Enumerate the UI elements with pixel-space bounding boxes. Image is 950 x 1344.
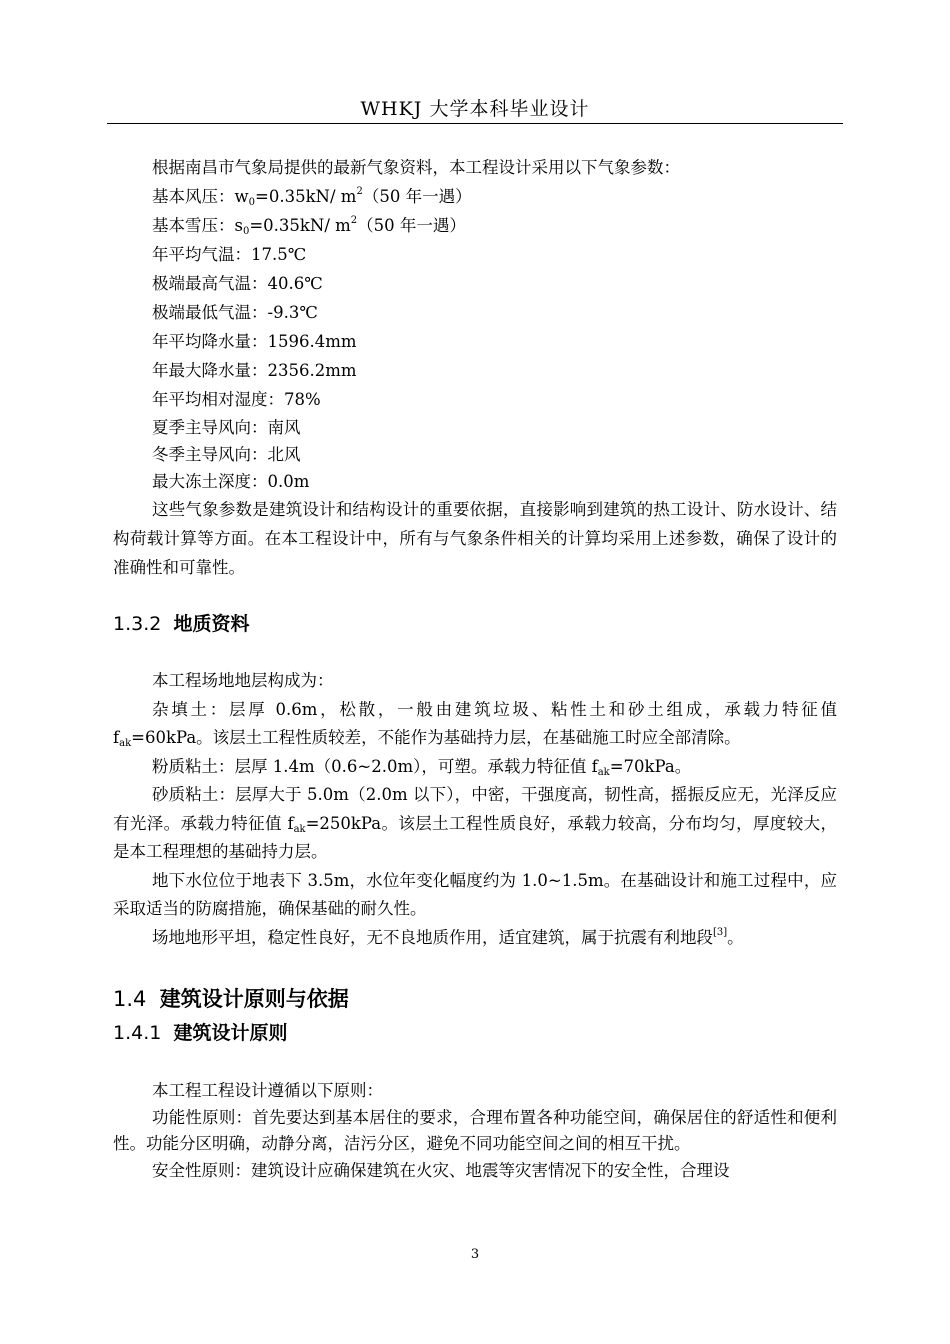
- principle-function: 功能性原则：首先要达到基本居住的要求，合理布置各种功能空间，确保居住的舒适性和便利性。功能分区明确，动静分离，洁污分区，避免不同功能空间之间的相互干扰。: [113, 1107, 837, 1153]
- geology-fill-layer: 杂填土：层厚 0.6m，松散，一般由建筑垃圾、粘性土和砂土组成，承载力特征值 $f_{ak}=60kPa$。该层土工程性质较差，不能作为基础持力层，在基础施工时应全部清除。: [113, 699, 837, 749]
- page-content: [113, 153, 837, 1184]
- weather-item: 年最大降水量：2356.2mm: [152, 361, 357, 380]
- weather-item: 夏季主导风向：南风: [152, 418, 301, 437]
- weather-intro: 根据南昌市气象局提供的最新气象资料，本工程设计采用以下气象参数：: [152, 158, 680, 177]
- header-rule: [107, 123, 843, 124]
- page-header: WHKJ 大学本科毕业设计: [360, 98, 590, 120]
- weather-summary: 这些气象参数是建筑设计和结构设计的重要依据，直接影响到建筑的热工设计、防水设计、结构荷载计算等方面。在本工程设计中，所有与气象条件相关的计算均采用上述参数，确保了设计的准确性和可靠性。: [113, 500, 837, 577]
- geology-silt-layer: 粉质粘土：层厚 1.4m（0.6~2.0m），可塑。承载力特征值 $f_{ak}=70kPa$。: [152, 756, 692, 778]
- geology-intro: 本工程场地地层构成为：: [152, 671, 334, 690]
- weather-item: 年平均气温：17.5℃: [152, 245, 307, 264]
- wind-pressure: 基本风压：$w_0=0.35kN/$ $m^2(50$ 年一遇）: [152, 186, 472, 208]
- principle-safety: 安全性原则：建筑设计应确保建筑在火灾、地震等灾害情况下的安全性，合理设: [152, 1160, 730, 1180]
- geology-sand-layer: 砂质粘土：层厚大于 5.0m（2.0m 以下），中密，干强度高，韧性高，摇振反应无，光泽反应有光泽。承载力特征值 $f_{ak}=250kPa$。该层土工程性质良好，承载力较高，分布均匀，厚度较大，是本工程理想的基础持力层。: [113, 785, 837, 861]
- weather-item: 最大冻土深度：0.0m: [152, 472, 310, 491]
- page-number: 3: [470, 1247, 480, 1262]
- section-heading-1-4-1: 1.4.1 建筑设计原则: [113, 1022, 288, 1044]
- weather-item: 冬季主导风向：北风: [152, 445, 301, 464]
- section-heading-1-4: 1.4 建筑设计原则与依据: [113, 987, 349, 1011]
- snow-pressure: 基本雪压：$s_0=0.35kN/$ $m^2(50$ 年一遇）: [152, 215, 466, 237]
- weather-item: 极端最高气温：40.6℃: [152, 274, 323, 293]
- geology-groundwater: 地下水位位于地表下 3.5m，水位年变化幅度约为 1.0~1.5m。在基础设计和施工过程中，应采取适当的防腐措施，确保基础的耐久性。: [113, 870, 837, 918]
- principles-intro: 本工程工程设计遵循以下原则：: [152, 1081, 383, 1100]
- weather-item: 年平均相对湿度：78%: [152, 390, 321, 409]
- weather-item: 年平均降水量：1596.4mm: [152, 332, 357, 351]
- section-heading-1-3-2: 1.3.2 地质资料: [113, 613, 250, 635]
- weather-item: 极端最低气温：-9.3℃: [152, 303, 318, 322]
- geology-terrain: 场地地形平坦，稳定性良好，无不良地质作用，适宜建筑，属于抗震有利地段[3]。: [152, 926, 744, 947]
